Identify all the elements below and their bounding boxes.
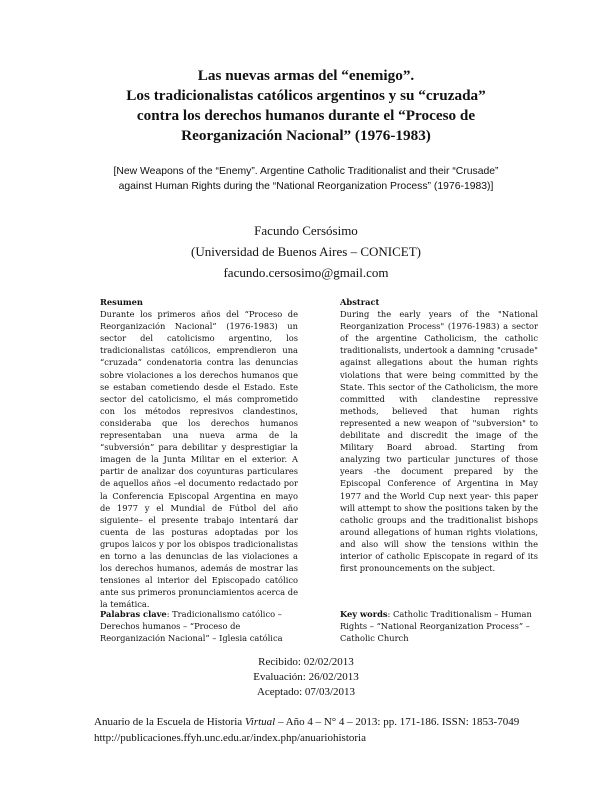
subtitle-line: [New Weapons of the “Enemy”. Argentine Catholic Traditionalist and their “Crusade” xyxy=(113,166,499,177)
journal-footer xyxy=(94,714,564,746)
author-email: facundo.cersosimo@gmail.com xyxy=(223,265,389,280)
dates-block xyxy=(180,655,432,700)
date-received: Recibido: 02/02/2013 xyxy=(258,656,354,668)
english-title xyxy=(90,164,522,194)
journal-url[interactable]: http://publicaciones.ffyh.unc.edu.ar/index.php/anuariohistoria xyxy=(94,732,366,744)
keywords-en xyxy=(340,608,538,644)
abstract-heading: Abstract xyxy=(340,297,380,307)
abstract-text: During the early years of the "National Reorganization Process" (1976-1983) a sector of the argentine Catholicism, the catholic traditionalists, undertook a damning "crusade" against allegations about the human rights violations that were being committed by the State. This sector of the Catholicism, the more committed with clandestine repressive methods, believed that human rights represented a new weapon of "subversion" to debilitate and discredit the image of the Military Board abroad. Starting from analyzing two particular junctures of those years -the document prepared by the Episcopal Conference of Argentina in May 1977 and the World Cup next year- this paper will attempt to show the positions taken by the catholic groups and the traditionalist bishops around allegations of human rights violations, and also will show the tensions within the interior of catholic Episcopate in regard of its first pronouncements on the subject. xyxy=(340,309,538,574)
resumen-heading: Resumen xyxy=(100,297,143,307)
author-name: Facundo Cersósimo xyxy=(254,223,358,238)
title-line: Las nuevas armas del “enemigo”. xyxy=(197,67,415,84)
keywords-en-text: : Catholic Traditionalism – Human Rights – “National Reorganization Process” – Catholic Church xyxy=(340,609,532,644)
resumen-section xyxy=(100,296,298,610)
author-affiliation: (Universidad de Buenos Aires – CONICET) xyxy=(191,244,421,259)
keywords-es-label: Palabras clave xyxy=(100,609,167,619)
keywords-en-label: Key words xyxy=(340,609,388,619)
date-accepted: Aceptado: 07/03/2013 xyxy=(256,686,356,698)
keywords-es xyxy=(100,608,298,644)
resumen-text: Durante los primeros años del “Proceso de Reorganización Nacional” (1976-1983) un sector del catolicismo argentino, los tradicionalistas católicos, emprendieron una “cruzada” condenatoria contra las denuncias sobre violaciones a los derechos humanos que se estaban cometiendo desde el Estado. Este sector del catolicismo, el más comprometido con los métodos represivos clandestinos, consideraba que los derechos humanos representaban una nueva arma de la “subversión” para debilitar y desprestigiar la imagen de la Junta Militar en el exterior. A partir de analizar dos coyunturas particulares de aquellos años –el documento redactado por la Conferencia Episcopal Argentina en mayo de 1977 y el Mundial de Fútbol del año siguiente– el presente trabajo intentará dar cuenta de las posturas adoptadas por los grupos laicos y por los obispos tradicionalistas en torno a las denuncias de las violaciones a los derechos humanos, además de mostrar las tensiones al interior del Episcopado católico ante sus primeros pronunciamientos acerca de la temática. xyxy=(100,309,298,610)
journal-prefix: Anuario de la Escuela de Historia xyxy=(94,716,245,728)
title-line: Reorganización Nacional” (1976-1983) xyxy=(181,127,431,144)
date-evaluated: Evaluación: 26/02/2013 xyxy=(253,671,359,683)
abstract-section xyxy=(340,296,538,574)
article-title xyxy=(80,66,532,146)
subtitle-line: against Human Rights during the “National Reorganization Process” (1976-1983)] xyxy=(118,181,494,192)
title-line: Los tradicionalistas católicos argentinos y su “cruzada” xyxy=(126,87,486,104)
title-line: contra los derechos humanos durante el “Proceso de xyxy=(136,107,476,124)
journal-italic: Virtual xyxy=(244,716,276,728)
journal-suffix: – Año 4 – N° 4 – 2013: pp. 171-186. ISSN: 1853-7049 xyxy=(275,716,520,728)
author-block xyxy=(100,220,512,283)
journal-citation xyxy=(94,714,564,730)
keywords-es-text: : Tradicionalismo católico – Derechos humanos – “Proceso de Reorganización Nacional” – Iglesia católica xyxy=(100,609,283,644)
